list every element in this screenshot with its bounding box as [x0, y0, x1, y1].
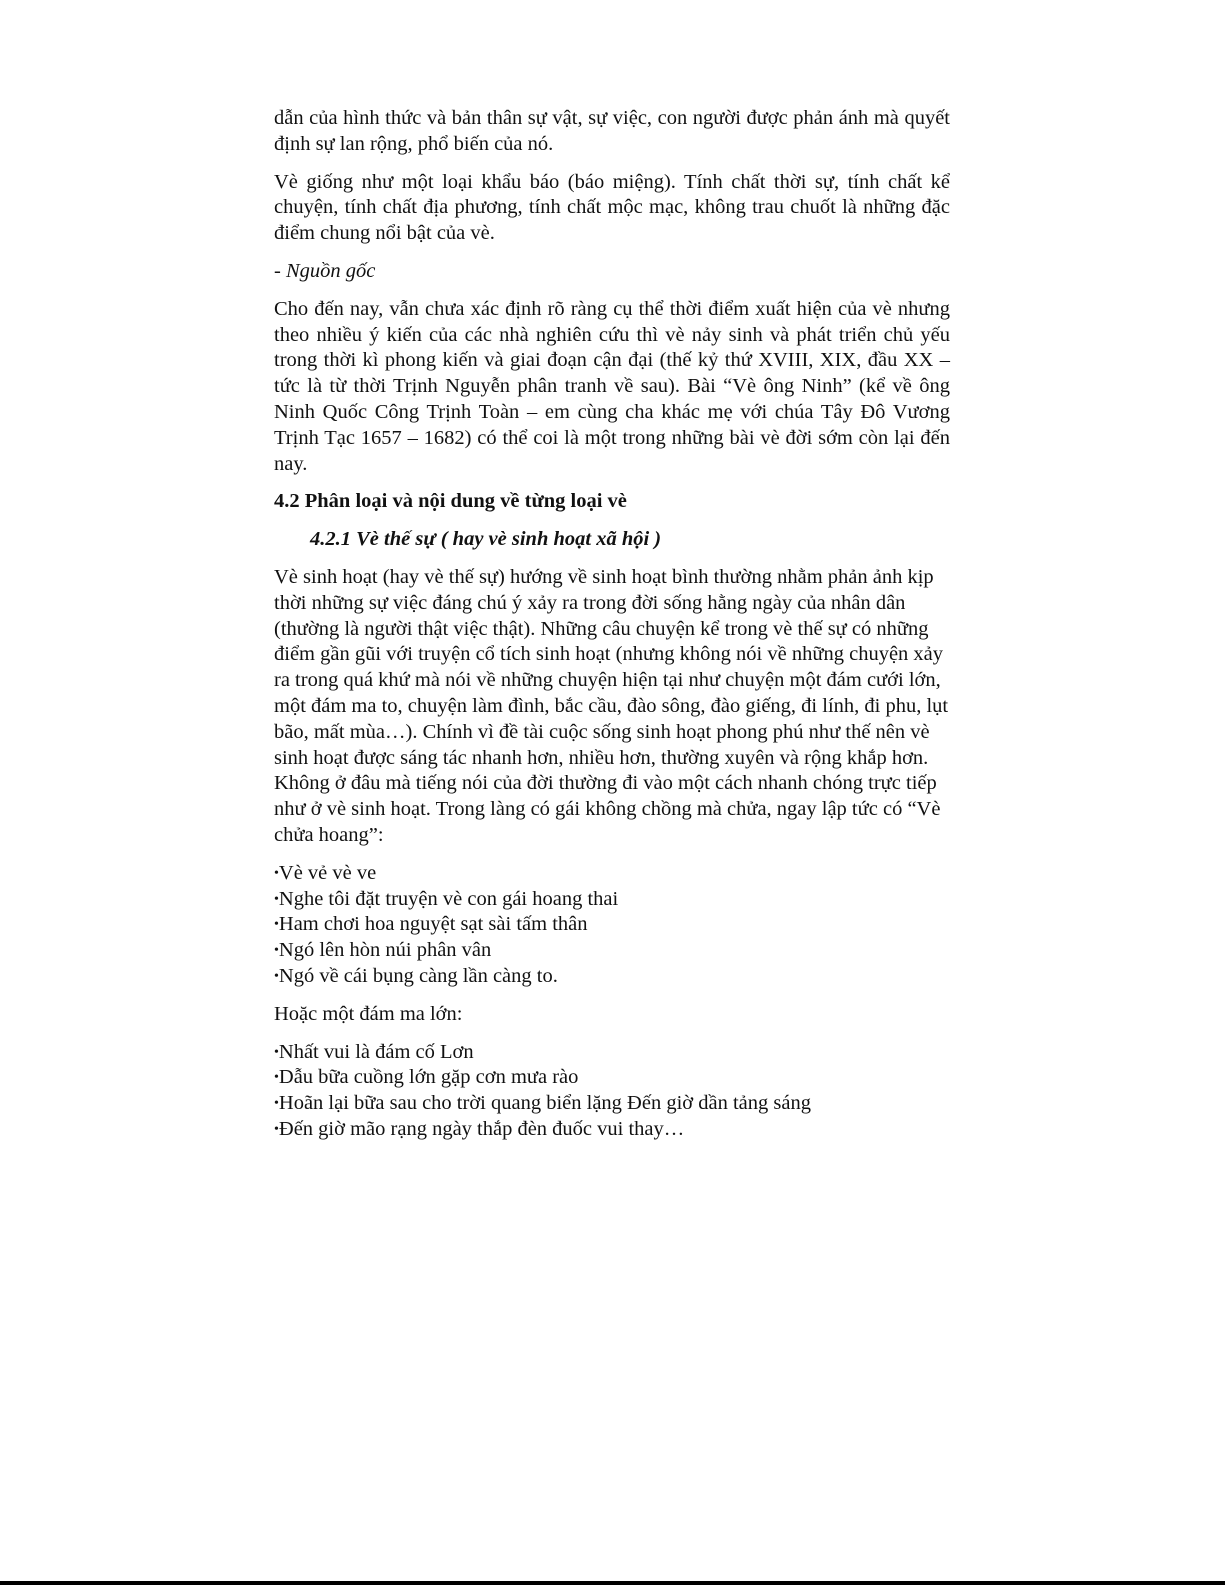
bullet-icon: •: [274, 1121, 279, 1137]
document-page: [274, 106, 950, 1155]
poem-line-text: Hoãn lại bữa sau cho trời quang biển lặng Đến giờ dần tảng sáng: [278, 1092, 811, 1115]
poem-list-dam-ma: [274, 1040, 950, 1143]
bullet-icon: •: [274, 1096, 279, 1112]
poem-line: [274, 861, 950, 887]
section-heading: 4.2 Phân loại và nội dung về từng loại vè: [274, 490, 627, 513]
poem-line: [274, 912, 950, 938]
subsection-heading: 4.2.1 Vè thế sự ( hay vè sinh hoạt xã hội ): [310, 528, 662, 551]
bullet-icon: •: [274, 865, 279, 881]
poem-line: [274, 938, 950, 964]
paragraph-origin: Cho đến nay, vẫn chưa xác định rõ ràng cụ thể thời điểm xuất hiện của vè nhưng theo nhiều ý kiến của các nhà nghiên cứu thì vè nảy sinh và phát triển chủ yếu trong thời kì phong kiến và giai đoạn cận đại (thế kỷ thứ XVIII, XIX, đầu XX – tức là từ thời Trịnh Nguyễn phân tranh về sau). Bài “Vè ông Ninh” (kể về ông Ninh Quốc Công Trịnh Toàn – em cùng cha khác mẹ với chúa Tây Đô Vương Trịnh Tạc 1657 – 1682) có thể coi là một trong những bài vè đời sớm còn lại đến nay.: [274, 297, 950, 475]
poem-line-text: Vè vẻ vè ve: [278, 861, 377, 884]
origin-label: - Nguồn gốc: [274, 259, 376, 282]
poem-line-text: Ngó lên hòn núi phân vân: [278, 939, 492, 962]
poem-line: [274, 964, 950, 990]
poem-list-chua-hoang: [274, 861, 950, 990]
paragraph-ve-sinh-hoat: Vè sinh hoạt (hay vè thế sự) hướng về sinh hoạt bình thường nhằm phản ảnh kịp thời những sự việc đáng chú ý xảy ra trong đời sống hằng ngày của nhân dân (thường là người thật việc thật). Những câu chuyện kể trong vè thế sự có những điểm gần gũi với truyện cổ tích sinh hoạt (nhưng không nói về những chuyện xảy ra trong quá khứ mà nói về những chuyện hiện tại như chuyện một đám cưới lớn, một đám ma to, chuyện làm đình, bắc cầu, đào sông, đào giếng, đi lính, đi phu, lụt bão, mất mùa…). Chính vì đề tài cuộc sống sinh hoạt phong phú như thế nên vè sinh hoạt được sáng tác nhanh hơn, nhiều hơn, thường xuyên và rộng khắp hơn. Không ở đâu mà tiếng nói của đời thường đi vào một cách nhanh chóng trực tiếp như ở vè sinh hoạt. Trong làng có gái không chồng mà chửa, ngay lập tức có “Vè chửa hoang”:: [274, 565, 949, 846]
bullet-icon: •: [274, 1070, 279, 1086]
poem-line-text: Nhất vui là đám cố Lơn: [278, 1040, 474, 1063]
bullet-icon: •: [274, 943, 279, 959]
paragraph-ve-characteristics: Vè giống như một loại khẩu báo (báo miệng). Tính chất thời sự, tính chất kể chuyện, tính chất địa phương, tính chất mộc mạc, không trau chuốt là những đặc điểm chung nổi bật của vè.: [274, 170, 950, 245]
poem-line-text: Nghe tôi đặt truyện vè con gái hoang thai: [278, 887, 619, 910]
poem-line-text: Dẫu bữa cuồng lớn gặp cơn mưa rào: [278, 1066, 579, 1089]
poem-line-text: Đến giờ mão rạng ngày thắp đèn đuốc vui thay…: [278, 1117, 685, 1140]
bullet-icon: •: [274, 968, 279, 984]
poem2-intro: Hoặc một đám ma lớn:: [274, 1002, 463, 1025]
poem-line: [274, 1091, 950, 1117]
bullet-icon: •: [274, 891, 279, 907]
poem-line: [274, 1117, 950, 1143]
bullet-icon: •: [274, 917, 279, 933]
poem-line-text: Ham chơi hoa nguyệt sạt sài tấm thân: [278, 913, 588, 936]
page-bottom-border: [0, 1581, 1225, 1585]
paragraph-intro-continuation: dẫn của hình thức và bản thân sự vật, sự việc, con người được phản ánh mà quyết định sự lan rộng, phổ biến của nó.: [274, 107, 950, 155]
poem-line: [274, 1040, 950, 1066]
poem-line-text: Ngó về cái bụng càng lần càng to.: [278, 964, 558, 987]
poem-line: [274, 887, 950, 913]
bullet-icon: •: [274, 1044, 279, 1060]
poem-line: [274, 1065, 950, 1091]
